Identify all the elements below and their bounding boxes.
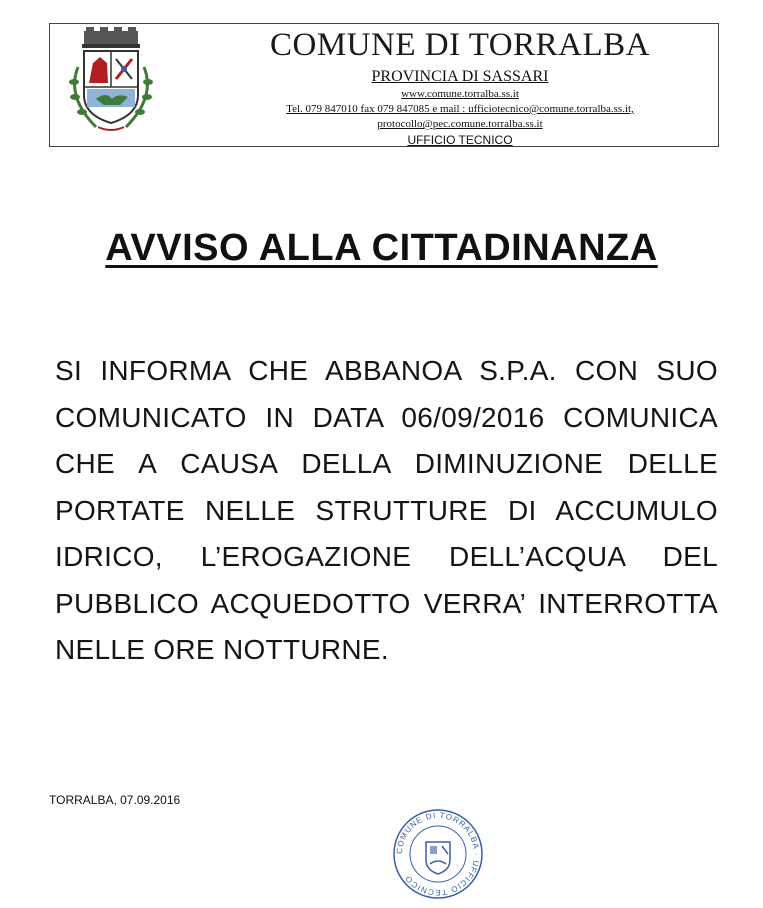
province-name: PROVINCIA DI SASSARI [371,68,549,85]
notice-body: SI INFORMA CHE ABBANOA S.P.A. CON SUO COMUNICATO IN DATA 06/09/2016 COMUNICA CHE A CAUSA DELLA DIMINUZIONE DELLE PORTATE NELLE STRUTTURE DI ACCUMULO IDRICO, L’EROGAZIONE DELL’ACQUA DEL PUBBLICO ACQUEDOTTO VERRA’ INTERROTTA NELLE ORE NOTTURNE. [55,355,718,665]
place-and-date: TORRALBA, 07.09.2016 [49,793,181,807]
pec-email-link[interactable]: protocollo@pec.comune.torralba.ss.it [377,118,543,130]
notice-title [0,226,763,270]
municipality-name: COMUNE DI TORRALBA [270,27,650,63]
municipal-crest-icon [60,27,162,135]
letterhead [210,26,710,149]
stamp-text: COMUNE DI TORRALBA · UFFICIO TECNICO [394,810,482,898]
official-stamp-icon [392,808,484,900]
website-link[interactable]: www.comune.torralba.ss.it [401,88,519,100]
contact-details: Tel. 079 847010 fax 079 847085 e mail : ufficiotecnico@comune.torralba.ss.it, [286,103,634,115]
svg-text:COMUNE DI TORRALBA · UFFICIO T [395,811,481,897]
office-name: UFFICIO TECNICO [407,133,513,147]
notice-title-text: AVVISO ALLA CITTADINANZA [105,227,658,269]
